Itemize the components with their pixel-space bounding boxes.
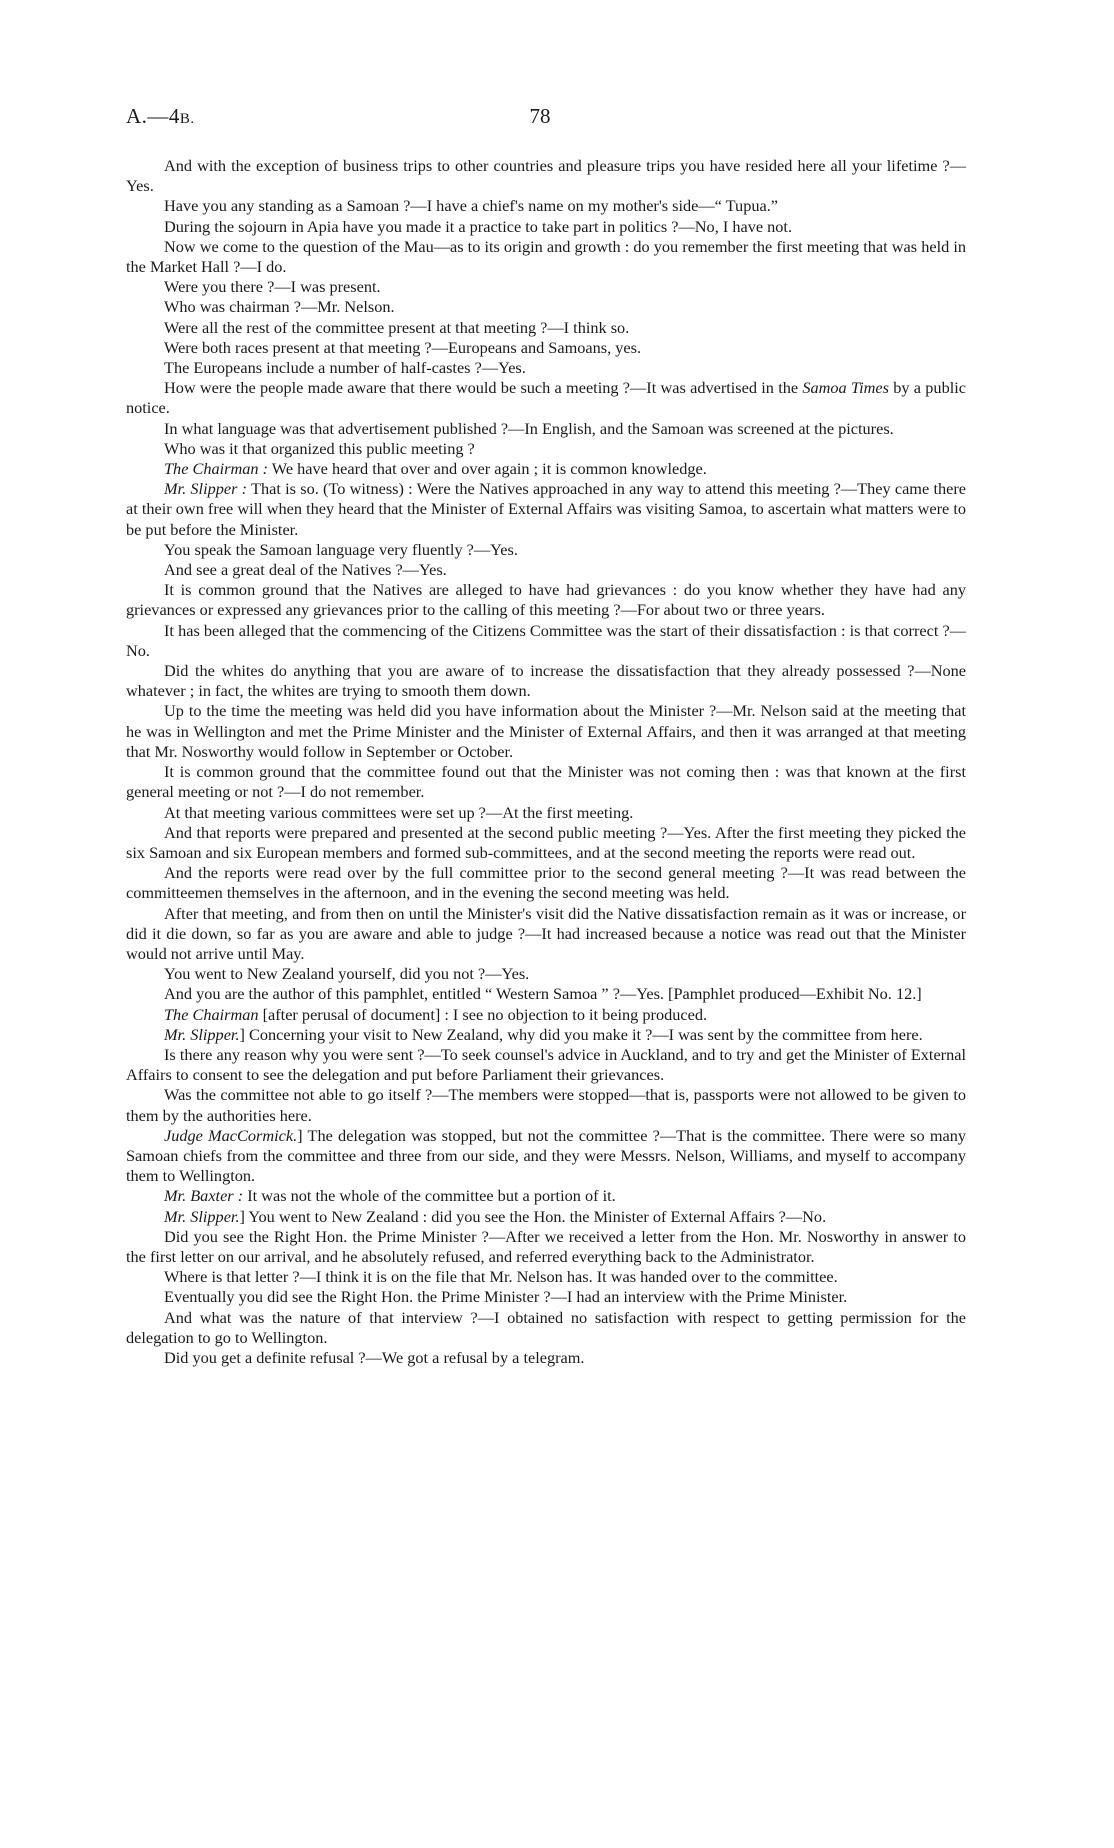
paragraph-text: You went to New Zealand yourself, did you not ?—Yes. [164,964,530,984]
transcript-paragraph [126,156,966,196]
paragraph-text: In what language was that advertisement published ?—In English, and the Samoan was screened at the pictures. [164,418,894,438]
transcript-paragraph [126,1126,966,1187]
transcript-body [126,156,966,1368]
paragraph-text: We have heard that over and over again ; it is common knowledge. [268,459,707,479]
paragraph-text: It has been alleged that the commencing of the Citizens Committee was the start of their dissatisfaction : is that correct ?—No. [126,620,966,660]
transcript-paragraph [126,378,966,418]
page-number: 78 [529,104,551,128]
paragraph-text: Eventually you did see the Right Hon. the Prime Minister ?—I had an interview with the Prime Minister. [164,1287,848,1307]
transcript-paragraph [126,1005,966,1025]
paragraph-text: Were both races present at that meeting ?—Europeans and Samoans, yes. [164,337,642,357]
paragraph-text: Who was it that organized this public meeting ? [164,438,475,458]
document-reference-suffix: B. [179,111,195,127]
speaker-label: Mr. Slipper. [164,1206,240,1226]
paragraph-text: And see a great deal of the Natives ?—Yes. [164,560,447,580]
transcript-paragraph [126,701,966,762]
paragraph-text: ] Concerning your visit to New Zealand, why did you make it ?—I was sent by the committee from here. [239,1024,923,1044]
paragraph-text: And what was the nature of that interview ?—I obtained no satisfaction with respect to getting permission for the delegation to go to Wellington. [126,1307,966,1347]
transcript-paragraph [126,540,966,560]
transcript-paragraph [126,1186,966,1206]
document-reference-prefix: A.—4 [126,104,180,128]
paragraph-text: ] You went to New Zealand : did you see the Hon. the Minister of External Affairs ?—No. [239,1206,827,1226]
paragraph-text: Did you get a definite refusal ?—We got a refusal by a telegram. [164,1347,585,1367]
paragraph-text: Who was chairman ?—Mr. Nelson. [164,297,395,317]
paragraph-text: It is common ground that the committee found out that the Minister was not coming then : was that known at the first general meeting or not ?—I do not remember. [126,762,966,802]
transcript-paragraph [126,459,966,479]
paragraph-text: It was not the whole of the committee but a portion of it. [243,1186,616,1206]
paragraph-text: Now we come to the question of the Mau—as to its origin and growth : do you remember the first meeting that was held in the Market Hall ?—I do. [126,236,966,277]
paragraph-text: Was the committee not able to go itself ?—The members were stopped—that is, passports were not allowed to be given to them by the authorities here. [126,1085,966,1125]
transcript-paragraph [126,1025,966,1045]
paragraph-text: Did the whites do anything that you are aware of to increase the dissatisfaction that they already possessed ?—None whatever ; in fact, the whites are trying to smooth them down. [126,661,966,701]
transcript-paragraph [126,217,966,237]
transcript-paragraph [126,560,966,580]
paragraph-text: How were the people made aware that there would be such a meeting ?—It was advertised in the [164,378,803,398]
transcript-paragraph [126,1085,966,1125]
page-header [126,104,954,134]
transcript-paragraph [126,1308,966,1348]
paragraph-text: Have you any standing as a Samoan ?—I have a chief's name on my mother's side—“ Tupua.” [164,196,779,216]
paragraph-text: The Europeans include a number of half-castes ?—Yes. [164,358,526,378]
transcript-paragraph [126,964,966,984]
paragraph-text: During the sojourn in Apia have you made it a practice to take part in politics ?—No, I have not. [164,216,793,236]
paragraph-text: You speak the Samoan language very fluently ?—Yes. [164,539,518,559]
transcript-paragraph [126,196,966,216]
transcript-paragraph [126,1045,966,1085]
paragraph-text: Is there any reason why you were sent ?—To seek counsel's advice in Auckland, and to try and get the Minister of External Affairs to consent to see the delegation and put before Parliament their grievances. [126,1044,966,1085]
transcript-paragraph [126,863,966,903]
transcript-paragraph [126,358,966,378]
paragraph-text: by a public notice. [126,378,966,418]
paragraph-text: Were you there ?—I was present. [164,277,381,297]
transcript-paragraph [126,419,966,439]
paragraph-text: Up to the time the meeting was held did you have information about the Minister ?—Mr. Nelson said at the meeting that he was in Wellington and met the Prime Minister and the Minister of External Affairs, and then it was arranged at that meeting that Mr. Nosworthy would follow in September or October. [126,701,966,761]
transcript-paragraph [126,823,966,863]
speaker-label: Judge MacCormick. [164,1125,298,1145]
paragraph-text: After that meeting, and from then on until the Minister's visit did the Native dissatisfaction remain as it was or increase, or did it die down, so far as you are aware and able to judge ?—It had increased because a notice was read out that the Minister would not arrive until May. [126,903,966,963]
transcript-paragraph [126,1207,966,1227]
transcript-paragraph [126,338,966,358]
transcript-paragraph [126,904,966,965]
transcript-paragraph [126,297,966,317]
transcript-paragraph [126,1287,966,1307]
speaker-label: The Chairman [164,1004,259,1024]
paragraph-text: At that meeting various committees were set up ?—At the first meeting. [164,802,634,822]
paragraph-text: That is so. (To witness) : Were the Natives approached in any way to attend this meeting ?—They came there at their own free will when they heard that the Minister of External Affairs was visiting Samoa, to ascertain what matters were to be put before the Minister. [126,479,966,539]
transcript-paragraph [126,621,966,661]
paragraph-text: And that reports were prepared and presented at the second public meeting ?—Yes. After the first meeting they picked the six Samoan and six European members and formed sub-committees, and at the second meeting the reports were read out. [126,822,966,862]
speaker-label: Samoa Times [802,378,889,398]
paragraph-text: Did you see the Right Hon. the Prime Minister ?—After we received a letter from the Hon. Mr. Nosworthy in answer to the first letter on our arrival, and he absolutely refused, and referred everything back to the Administrator. [126,1226,966,1266]
transcript-paragraph [126,1227,966,1267]
transcript-paragraph [126,762,966,802]
speaker-label: Mr. Slipper : [164,479,248,499]
transcript-paragraph [126,580,966,620]
paragraph-text: Were all the rest of the committee present at that meeting ?—I think so. [164,317,630,337]
paragraph-text: Where is that letter ?—I think it is on the file that Mr. Nelson has. It was handed over to the committee. [164,1267,838,1287]
paragraph-text: And you are the author of this pamphlet, entitled “ Western Samoa ” ?—Yes. [Pamphlet produced—Exhibit No. 12.] [164,984,922,1004]
speaker-label: Mr. Slipper. [164,1024,240,1044]
transcript-paragraph [126,1267,966,1287]
transcript-paragraph [126,277,966,297]
transcript-paragraph [126,984,966,1004]
transcript-paragraph [126,479,966,540]
speaker-label: Mr. Baxter : [164,1186,244,1206]
paragraph-text: ] The delegation was stopped, but not the committee ?—That is the committee. There were so many Samoan chiefs from the committee and three from our side, and they were Messrs. Nelson, Williams, and myself to accompany them to Wellington. [126,1125,967,1186]
transcript-paragraph [126,661,966,701]
transcript-paragraph [126,1348,966,1368]
transcript-paragraph [126,237,966,277]
speaker-label: The Chairman : [164,459,269,479]
paragraph-text: [after perusal of document] : I see no objection to it being produced. [258,1004,708,1024]
transcript-paragraph [126,803,966,823]
paragraph-text: And the reports were read over by the full committee prior to the second general meeting ?—It was read between the committeemen themselves in the afternoon, and in the evening the second meeting was held. [126,863,966,903]
paragraph-text: And with the exception of business trips to other countries and pleasure trips you have resided here all your lifetime ?—Yes. [126,156,966,196]
transcript-paragraph [126,318,966,338]
transcript-paragraph [126,439,966,459]
paragraph-text: It is common ground that the Natives are alleged to have had grievances : do you know whether they have had any grievances or expressed any grievances prior to the calling of this meeting ?—For about two or three years. [126,580,966,620]
